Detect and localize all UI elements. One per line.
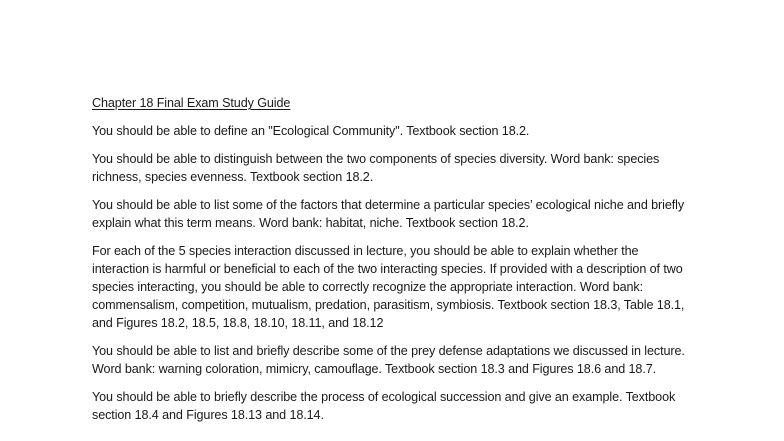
paragraph-species-diversity: You should be able to distinguish between the two components of species diversity. Word bank: species richness, species evenness. Textbook section 18.2.: [92, 152, 660, 184]
paragraph-ecological-niche: You should be able to list some of the factors that determine a particular species’ ecological niche and briefly explain what this term means. Word bank: habitat, niche. Textbook section 18.2.: [92, 198, 685, 230]
paragraph-ecological-community: You should be able to define an "Ecological Community". Textbook section 18.2.: [92, 124, 530, 138]
paragraph-species-interactions: For each of the 5 species interaction discussed in lecture, you should be able to explain whether the interaction is harmful or beneficial to each of the two interacting species. If provided with a description of two species interacting, you should be able to correctly recognize the appropriate interaction. Word bank: commensalism, competition, mutualism, predation, parasitism, symbiosis. Textbook section 18.3, Table 18.1, and Figures 18.2, 18.5, 18.8, 18.10, 18.11, and 18.12: [92, 244, 685, 330]
paragraph-ecological-succession: You should be able to briefly describe the process of ecological succession and give an example. Textbook section 18.4 and Figures 18.13 and 18.14.: [92, 390, 676, 422]
paragraph-prey-defense: You should be able to list and briefly describe some of the prey defense adaptations we discussed in lecture. Word bank: warning coloration, mimicry, camouflage. Textbook section 18.3 and Figures 18.6 and 18.7.: [92, 344, 685, 376]
document-title: Chapter 18 Final Exam Study Guide: [92, 96, 291, 110]
document-body: [92, 94, 692, 434]
